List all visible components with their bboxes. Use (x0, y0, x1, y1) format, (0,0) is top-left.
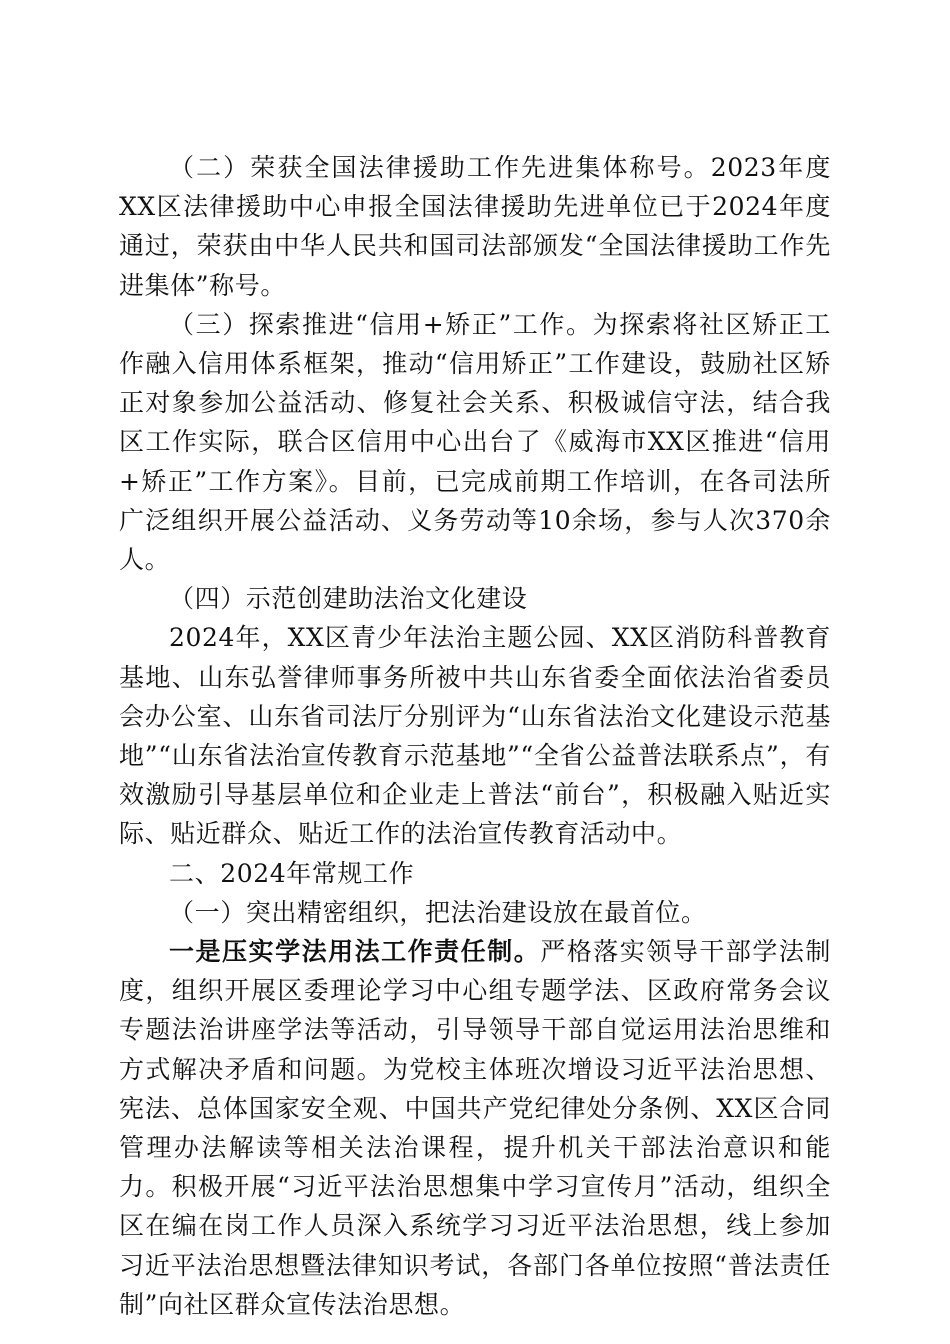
paragraph-section-2 (119, 148, 831, 305)
section-3-body: 为探索将社区矫正工作融入信用体系框架，推动“信用矫正”工作建设，鼓励社区矫正对象参加公益活动、修复社会关系、积极诚信守法，结合我区工作实际，联合区信用中心出台了《威海市XX区推进“信用+矫正”工作方案》。目前，已完成前期工作培训，在各司法所广泛组织开展公益活动、义务劳动等10余场，参与人次370余人。 (119, 309, 831, 575)
part-2-title: 二、2024年常规工作 (169, 858, 415, 888)
section-4-title: （四）示范创建助法治文化建设 (169, 584, 528, 614)
section-2-body: 2023年度XX区法律援助中心申报全国法律援助先进单位已于2024年度通过，荣获由中华人民共和国司法部颁发“全国法律援助工作先进集体”称号。 (119, 153, 831, 300)
paragraph-section-3 (119, 305, 831, 579)
item-1-body: 严格落实领导干部学法制度，组织开展区委理论学习中心组专题学法、区政府常务会议专题法治讲座学法等活动，引导领导干部自觉运用法治思维和方式解决矛盾和问题。为党校主体班次增设习近平法治思想、宪法、总体国家安全观、中国共产党纪律处分条例、XX区合同管理办法解读等相关法治课程，提升机关干部法治意识和能力。积极开展“习近平法治思想集中学习宣传月”活动，组织全区在编在岗工作人员深入系统学习习近平法治思想，线上参加习近平法治思想暨法律知识考试，各部门各单位按照“普法责任制”向社区群众宣传法治思想。 (119, 937, 831, 1319)
document-page (119, 148, 831, 1324)
section-3-lead: （三）探索推进“信用+矫正”工作。 (169, 309, 593, 339)
part-2-subheading-1: （一）突出精密组织，把法治建设放在最首位。 (169, 897, 707, 927)
item-1-lead: 一是压实学法用法工作责任制。 (169, 937, 541, 967)
paragraph-section-4: 2024年，XX区青少年法治主题公园、XX区消防科普教育基地、山东弘誉律师事务所被中共山东省委全面依法治省委员会办公室、山东省司法厅分别评为“山东省法治文化建设示范基地”“山东省法治宣传教育示范基地”“全省公益普法联系点”，有效激励引导基层单位和企业走上普法“前台”，积极融入贴近实际、贴近群众、贴近工作的法治宣传教育活动中。 (119, 623, 831, 849)
section-2-lead: （二）荣获全国法律援助工作先进集体称号。 (169, 153, 711, 182)
paragraph-item-1 (119, 932, 831, 1324)
